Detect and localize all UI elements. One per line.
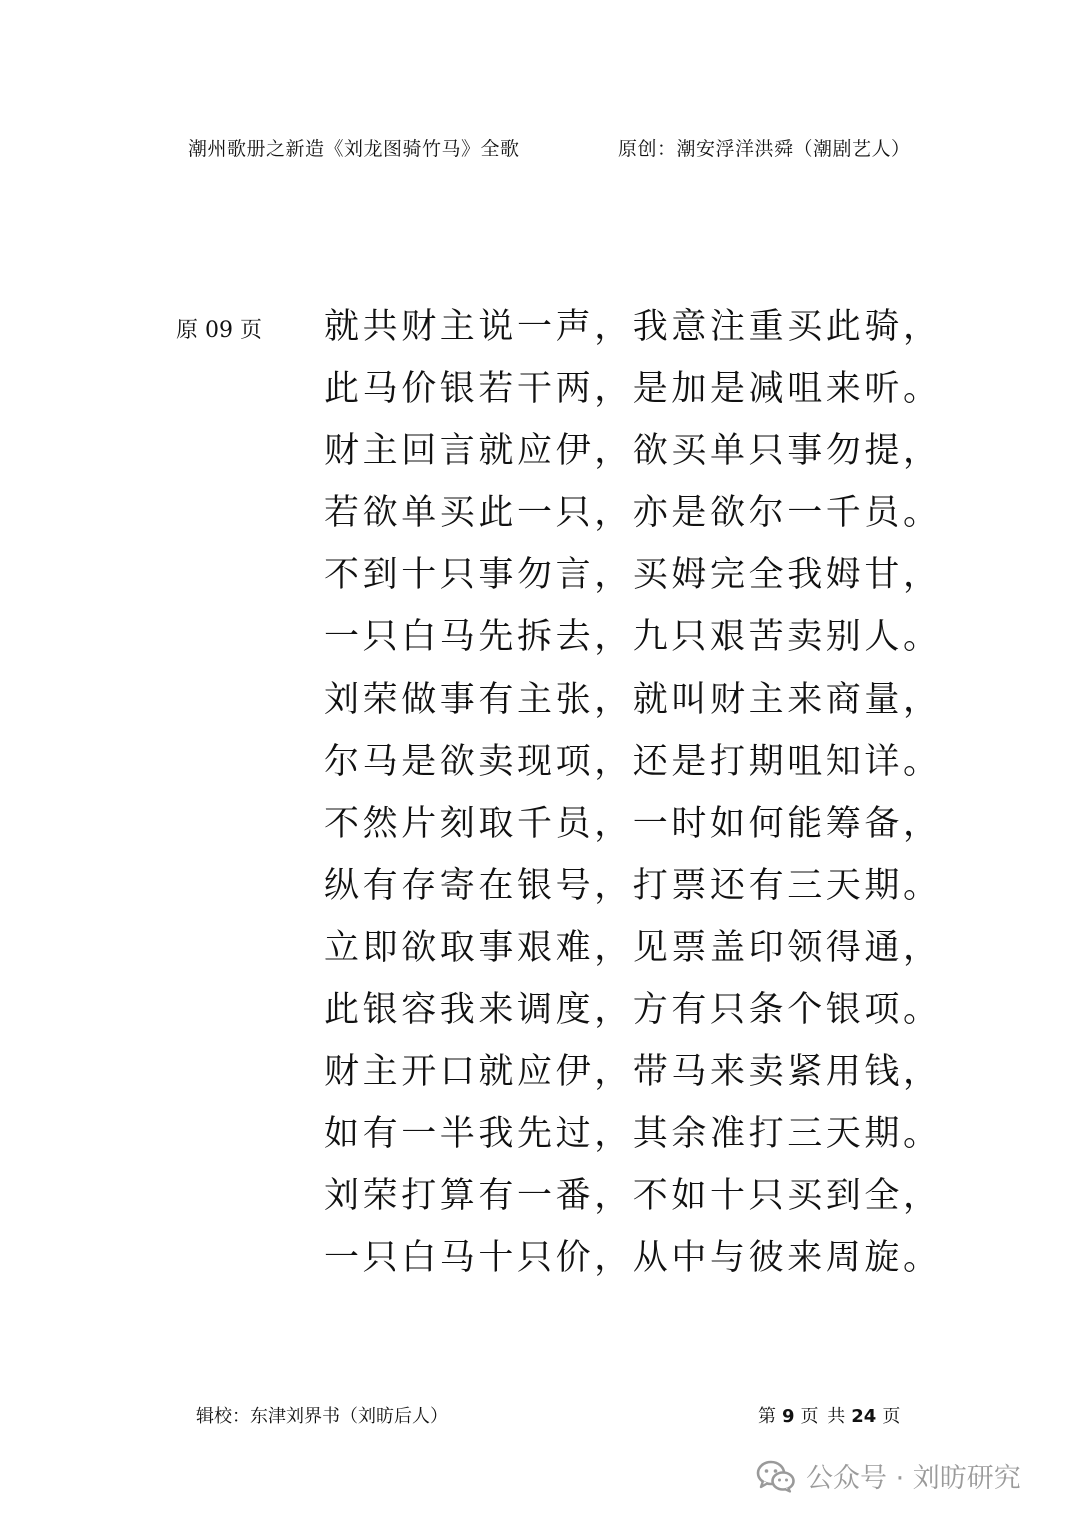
verse-line: 立即欲取事艰难，见票盖印领得通， bbox=[324, 927, 942, 968]
page-total: 24 bbox=[851, 1406, 877, 1427]
original-page-label: 原 09 页 bbox=[176, 318, 262, 343]
verse-line: 不然片刻取千员，一时如何能筹备， bbox=[324, 803, 942, 844]
verse-block bbox=[324, 296, 942, 1290]
page-number bbox=[758, 1402, 900, 1428]
page-current: 9 bbox=[782, 1406, 795, 1427]
verse-line: 刘荣打算有一番，不如十只买到全， bbox=[324, 1176, 942, 1217]
page-middle: 页 共 bbox=[800, 1406, 846, 1427]
document-title: 潮州歌册之新造《刘龙图骑竹马》全歌 bbox=[188, 138, 520, 160]
page-prefix: 第 bbox=[758, 1406, 776, 1427]
author-credit: 原创：潮安浮洋洪舜（潮剧艺人） bbox=[618, 138, 911, 160]
verse-line: 就共财主说一声，我意注重买此骑， bbox=[324, 307, 942, 347]
verse-line: 此马价银若干两，是加是减咀来听。 bbox=[324, 369, 942, 410]
verse-line: 不到十只事勿言，买姆完全我姆甘， bbox=[324, 555, 942, 596]
wechat-icon bbox=[756, 1459, 796, 1493]
verse-line: 一只白马先拆去，九只艰苦卖别人。 bbox=[324, 617, 942, 658]
verse-line: 若欲单买此一只，亦是欲尔一千员。 bbox=[324, 493, 942, 534]
verse-line: 刘荣做事有主张，就叫财主来商量， bbox=[324, 679, 942, 720]
verse-line: 纵有存寄在银号，打票还有三天期。 bbox=[324, 865, 942, 906]
verse-line: 此银容我来调度，方有只条个银项。 bbox=[324, 990, 942, 1031]
verse-line: 尔马是欲卖现项，还是打期咀知详。 bbox=[324, 741, 942, 782]
watermark-text: 公众号 · 刘昉研究 bbox=[806, 1463, 1021, 1494]
verse-line: 一只白马十只价，从中与彼来周旋。 bbox=[324, 1238, 942, 1279]
verse-line: 财主开口就应伊，带马来卖紧用钱， bbox=[324, 1052, 942, 1093]
page-suffix: 页 bbox=[882, 1406, 901, 1427]
watermark bbox=[756, 1456, 1021, 1495]
editor-credit: 辑校：东津刘界书（刘昉后人） bbox=[196, 1406, 448, 1427]
verse-line: 如有一半我先过，其余准打三天期。 bbox=[324, 1114, 942, 1155]
verse-line: 财主回言就应伊，欲买单只事勿提， bbox=[324, 431, 942, 472]
